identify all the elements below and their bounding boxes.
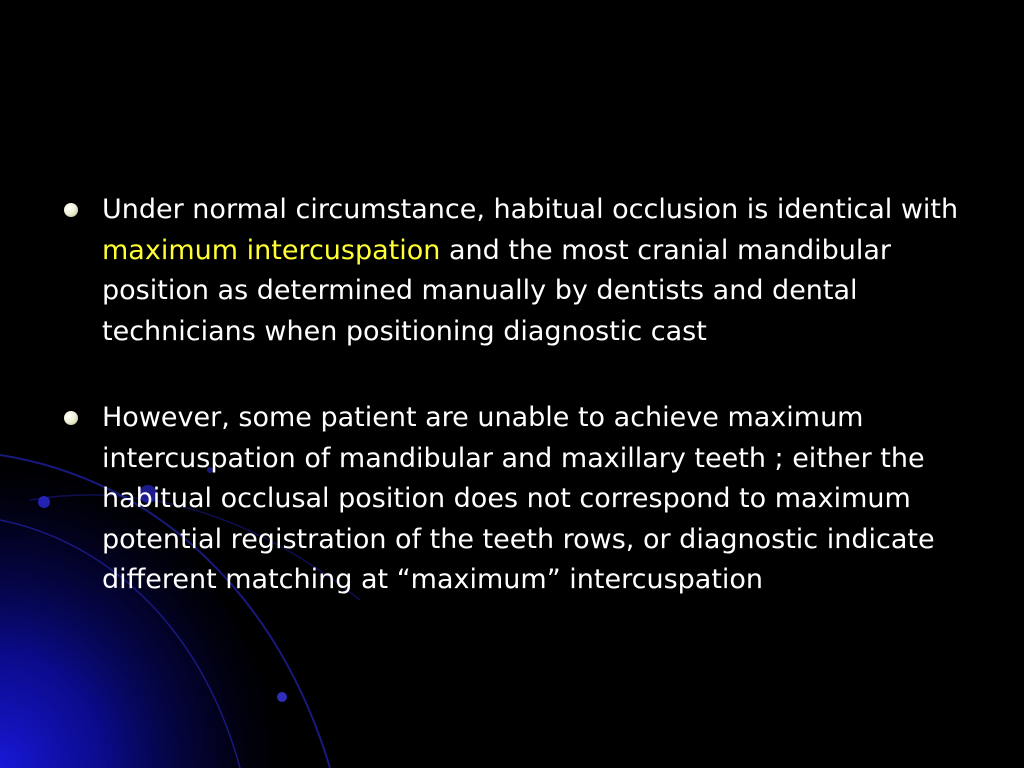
bullet-icon	[64, 203, 78, 217]
decor-dot	[277, 692, 287, 702]
highlighted-term: maximum intercuspation	[102, 234, 441, 266]
bullet-text-after: and the most cranial mandibular position as determined manually by dentists and dental technicians when positioning diagnostic cast	[102, 234, 892, 347]
bullet-item	[60, 190, 970, 352]
bullet-list	[60, 190, 970, 647]
decor-dot	[38, 496, 50, 508]
bullet-item	[60, 398, 970, 601]
bullet-icon	[64, 411, 78, 425]
bullet-text: However, some patient are unable to achieve maximum intercuspation of mandibular and maxillary teeth ; either the habitual occlusal position does not correspond to maximum potential registration of the teeth rows, or diagnostic indicate different matching at “maximum” intercuspation	[102, 402, 935, 595]
bullet-text-before: Under normal circumstance, habitual occlusion is identical with	[102, 194, 959, 225]
